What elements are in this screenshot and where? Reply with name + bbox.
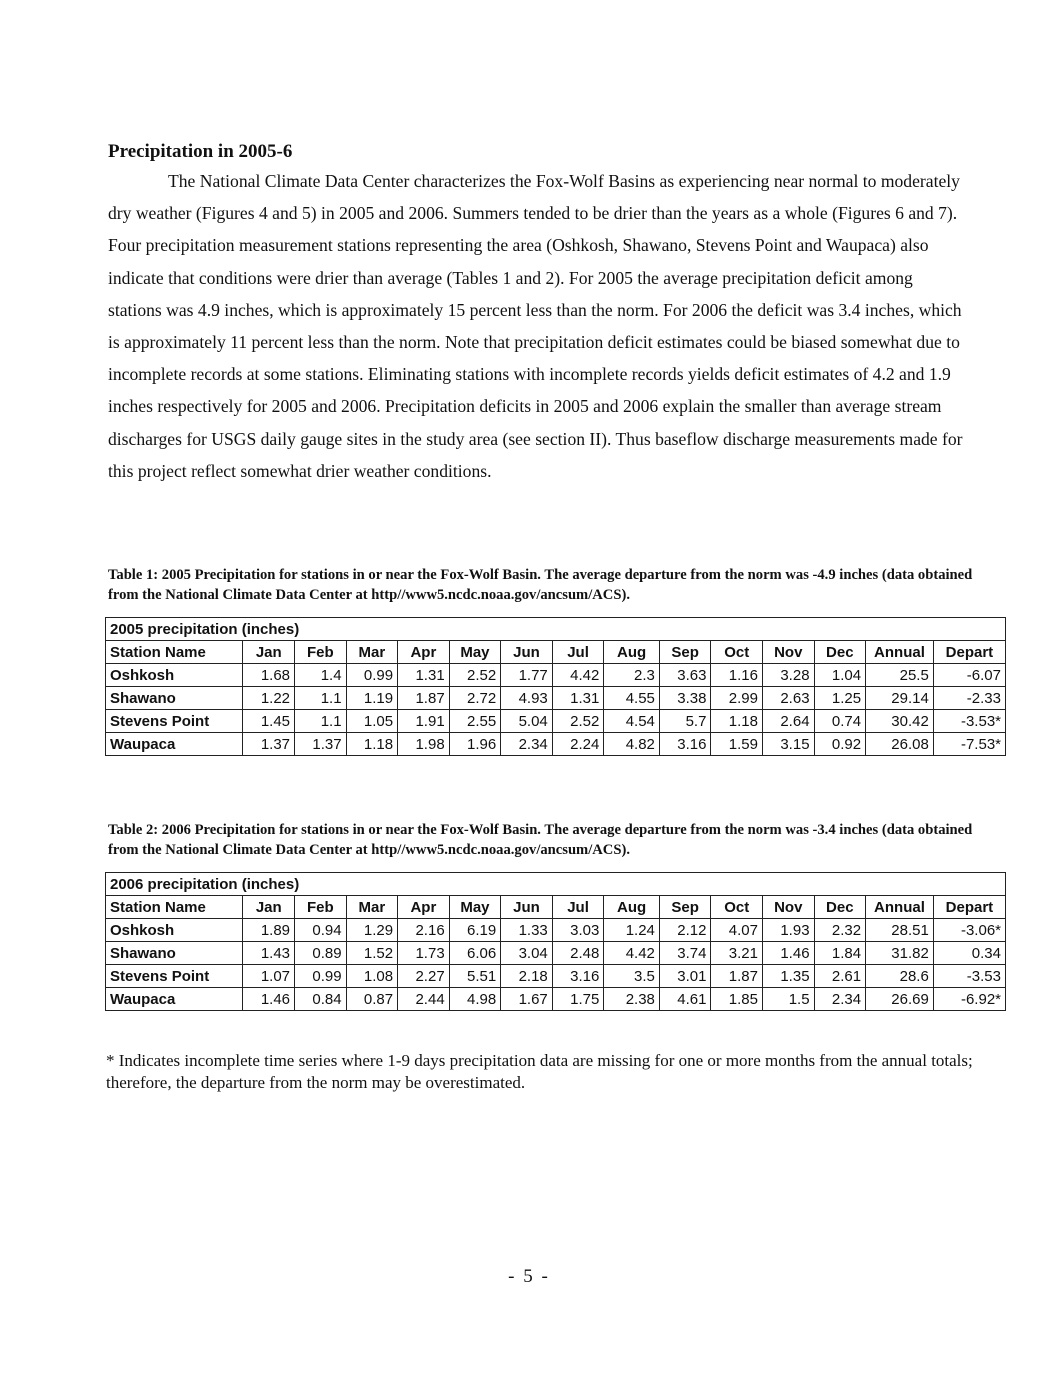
value-cell: 1.29 [346,919,398,942]
value-cell: 0.99 [346,664,398,687]
column-header: Feb [295,896,347,919]
value-cell: 3.63 [659,664,711,687]
column-header: Jun [501,641,553,664]
column-header: Jan [243,896,295,919]
value-cell: 4.42 [552,664,604,687]
value-cell: 1.22 [243,687,295,710]
table-row [106,919,1006,942]
value-cell: 3.15 [763,733,815,756]
table-header-row [106,641,1006,664]
value-cell: 2.16 [398,919,450,942]
value-cell: 1.31 [552,687,604,710]
value-cell: -7.53* [933,733,1005,756]
value-cell: 1.07 [243,965,295,988]
value-cell: 1.89 [243,919,295,942]
table-header-row [106,896,1006,919]
value-cell: 1.19 [346,687,398,710]
column-header: Apr [398,896,450,919]
column-header: Sep [659,641,711,664]
value-cell: 6.06 [449,942,501,965]
section-heading: Precipitation in 2005-6 [108,141,293,162]
value-cell: 29.14 [866,687,934,710]
column-header: Aug [604,641,660,664]
value-cell: 1.43 [243,942,295,965]
table-title: 2005 precipitation (inches) [106,618,1006,641]
precipitation-table-2005 [105,617,1006,756]
value-cell: 1.84 [814,942,866,965]
value-cell: 3.04 [501,942,553,965]
value-cell: 31.82 [866,942,934,965]
column-header: Jun [501,896,553,919]
value-cell: 28.51 [866,919,934,942]
value-cell: 2.3 [604,664,660,687]
value-cell: 1.05 [346,710,398,733]
value-cell: 1.75 [552,988,604,1011]
value-cell: 0.89 [295,942,347,965]
column-header: Depart [933,896,1005,919]
column-header: Dec [814,641,866,664]
value-cell: 5.51 [449,965,501,988]
value-cell: 3.38 [659,687,711,710]
value-cell: 2.34 [814,988,866,1011]
value-cell: 1.31 [398,664,450,687]
value-cell: 1.1 [295,710,347,733]
body-paragraph: The National Climate Data Center characterizes the Fox-Wolf Basins as experiencing near normal to moderately dry weather (Figures 4 and 5) in 2005 and 2006. Summers tended to be drier than the years as a whole (Figures 6 and 7). Four precipitation measurement stations representing the area (Oshkosh, Shawano, Stevens Point and Waupaca) also indicate that conditions were drier than average (Tables 1 and 2). For 2005 the average precipitation deficit among stations was 4.9 inches, which is approximately 15 percent less than the norm. For 2006 the deficit was 3.4 inches, which is approximately 11 percent less than the norm. Note that precipitation deficit estimates could be biased somewhat due to incomplete records at some stations. Eliminating stations with incomplete records yields deficit estimates of 4.2 and 1.9 inches respectively for 2005 and 2006. Precipitation deficits in 2005 and 2006 explain the smaller than average stream discharges for USGS daily gauge sites in the study area (see section II). Thus baseflow discharge measurements made for this project reflect somewhat drier weather conditions. [108,171,963,481]
value-cell: 5.04 [501,710,553,733]
value-cell: 1.67 [501,988,553,1011]
value-cell: 1.24 [604,919,660,942]
value-cell: 1.73 [398,942,450,965]
value-cell: 3.74 [659,942,711,965]
value-cell: 1.96 [449,733,501,756]
value-cell: 1.08 [346,965,398,988]
station-name-cell: Stevens Point [106,710,243,733]
value-cell: 2.18 [501,965,553,988]
station-name-cell: Waupaca [106,988,243,1011]
value-cell: 1.45 [243,710,295,733]
value-cell: 1.93 [763,919,815,942]
value-cell: 1.37 [243,733,295,756]
value-cell: 1.85 [711,988,763,1011]
value-cell: -3.53 [933,965,1005,988]
value-cell: 1.1 [295,687,347,710]
value-cell: 1.87 [711,965,763,988]
value-cell: 4.93 [501,687,553,710]
value-cell: 1.4 [295,664,347,687]
value-cell: 3.16 [659,733,711,756]
column-header: Station Name [106,896,243,919]
station-name-cell: Shawano [106,687,243,710]
column-header: Oct [711,896,763,919]
value-cell: 1.77 [501,664,553,687]
value-cell: 2.52 [552,710,604,733]
value-cell: 2.55 [449,710,501,733]
column-header: Nov [763,896,815,919]
table-row [106,988,1006,1011]
column-header: Feb [295,641,347,664]
value-cell: 3.03 [552,919,604,942]
column-header: Depart [933,641,1005,664]
value-cell: 1.33 [501,919,553,942]
value-cell: 1.46 [763,942,815,965]
page-number: - 5 - [508,1266,550,1287]
column-header: Jan [243,641,295,664]
value-cell: 4.98 [449,988,501,1011]
column-header: Mar [346,896,398,919]
value-cell: 6.19 [449,919,501,942]
station-name-cell: Oshkosh [106,919,243,942]
column-header: May [449,896,501,919]
value-cell: 1.68 [243,664,295,687]
value-cell: 0.87 [346,988,398,1011]
value-cell: 1.87 [398,687,450,710]
value-cell: 4.61 [659,988,711,1011]
value-cell: 0.94 [295,919,347,942]
table-title: 2006 precipitation (inches) [106,873,1006,896]
column-header: Jul [552,641,604,664]
column-header: Mar [346,641,398,664]
value-cell: 4.55 [604,687,660,710]
value-cell: 2.34 [501,733,553,756]
column-header: Apr [398,641,450,664]
value-cell: 2.63 [763,687,815,710]
value-cell: 1.25 [814,687,866,710]
value-cell: 3.28 [763,664,815,687]
value-cell: 1.46 [243,988,295,1011]
column-header: Jul [552,896,604,919]
value-cell: 1.52 [346,942,398,965]
table-row [106,710,1006,733]
value-cell: 2.32 [814,919,866,942]
table-row [106,733,1006,756]
value-cell: 4.07 [711,919,763,942]
value-cell: 28.6 [866,965,934,988]
value-cell: 3.01 [659,965,711,988]
value-cell: 0.99 [295,965,347,988]
column-header: Station Name [106,641,243,664]
value-cell: 26.08 [866,733,934,756]
table-1-caption: Table 1: 2005 Precipitation for stations in or near the Fox-Wolf Basin. The average departure from the norm was -4.9 inches (data obtained from the National Climate Data Center at http//www5.ncdc.noaa.gov/ancsum/ACS). [108,567,973,603]
value-cell: 3.16 [552,965,604,988]
station-name-cell: Waupaca [106,733,243,756]
value-cell: 2.99 [711,687,763,710]
value-cell: -6.07 [933,664,1005,687]
value-cell: 0.34 [933,942,1005,965]
value-cell: 4.54 [604,710,660,733]
column-header: Nov [763,641,815,664]
value-cell: 26.69 [866,988,934,1011]
column-header: Aug [604,896,660,919]
value-cell: 4.82 [604,733,660,756]
value-cell: 2.44 [398,988,450,1011]
value-cell: 0.74 [814,710,866,733]
value-cell: 1.16 [711,664,763,687]
value-cell: 30.42 [866,710,934,733]
value-cell: 4.42 [604,942,660,965]
table-row [106,965,1006,988]
value-cell: 2.61 [814,965,866,988]
value-cell: 0.84 [295,988,347,1011]
value-cell: 2.24 [552,733,604,756]
table-row [106,942,1006,965]
table-row [106,687,1006,710]
station-name-cell: Oshkosh [106,664,243,687]
table-row [106,664,1006,687]
column-header: May [449,641,501,664]
value-cell: 1.18 [711,710,763,733]
value-cell: 2.12 [659,919,711,942]
value-cell: 2.52 [449,664,501,687]
column-header: Annual [866,896,934,919]
value-cell: 1.91 [398,710,450,733]
column-header: Sep [659,896,711,919]
value-cell: -2.33 [933,687,1005,710]
value-cell: -3.06* [933,919,1005,942]
value-cell: 1.04 [814,664,866,687]
value-cell: 2.48 [552,942,604,965]
column-header: Annual [866,641,934,664]
column-header: Dec [814,896,866,919]
value-cell: 2.27 [398,965,450,988]
column-header: Oct [711,641,763,664]
value-cell: 3.5 [604,965,660,988]
value-cell: 3.21 [711,942,763,965]
value-cell: 1.98 [398,733,450,756]
table-2-caption: Table 2: 2006 Precipitation for stations in or near the Fox-Wolf Basin. The average departure from the norm was -3.4 inches (data obtained from the National Climate Data Center at http//www5.ncdc.noaa.gov/ancsum/ACS). [108,822,973,858]
station-name-cell: Stevens Point [106,965,243,988]
value-cell: 0.92 [814,733,866,756]
value-cell: 1.5 [763,988,815,1011]
value-cell: 1.37 [295,733,347,756]
station-name-cell: Shawano [106,942,243,965]
value-cell: -6.92* [933,988,1005,1011]
footnote: * Indicates incomplete time series where 1-9 days precipitation data are missing for one or more months from the annual totals; therefore, the departure from the norm may be overestimated. [106,1051,973,1092]
value-cell: 1.18 [346,733,398,756]
value-cell: 2.38 [604,988,660,1011]
value-cell: 25.5 [866,664,934,687]
value-cell: -3.53* [933,710,1005,733]
value-cell: 2.72 [449,687,501,710]
value-cell: 5.7 [659,710,711,733]
precipitation-table-2006 [105,872,1006,1011]
value-cell: 2.64 [763,710,815,733]
value-cell: 1.35 [763,965,815,988]
value-cell: 1.59 [711,733,763,756]
